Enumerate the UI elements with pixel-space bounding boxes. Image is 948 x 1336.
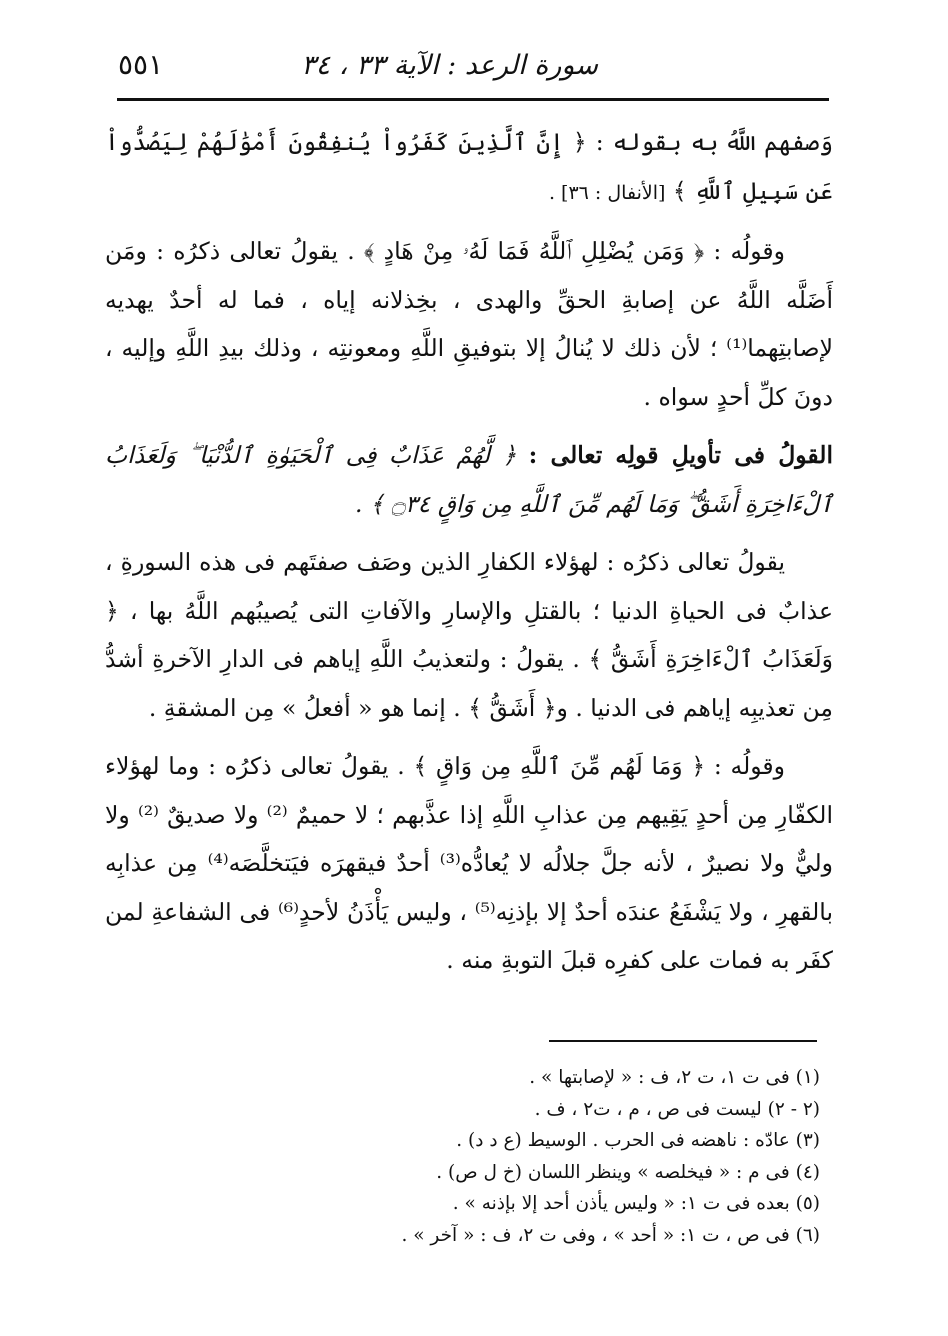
- paragraph-4: [105, 538, 833, 732]
- running-title: سورة الرعد : الآية ٣٣ ، ٣٤: [301, 50, 598, 81]
- footnote-2: (٢ - ٢) ليست فى ص ، م ، ت٢ ، ف .: [534, 1098, 820, 1120]
- footnote-rule: [549, 1040, 817, 1042]
- footnote-1: (١) فى ت ١، ت ٢، ف : « لإصابتها » .: [529, 1067, 820, 1088]
- quran-verse: ﴿ لَّهُمْ عَذَابٌ فِى ٱلْحَيَوٰةِ ٱلدُّنْيَا ۖ وَلَعَذَابُ ٱلْءَاخِرَةِ أَشَقُّ ۖ وَمَا لَهُم مِّنَ ٱللَّهِ مِن وَاقٍ ۝٣٤ ﴾ .: [105, 441, 833, 518]
- paragraph-1: [105, 118, 833, 217]
- footnote-3: (٣) عادّه : ناهضه فى الحرب . الوسيط (ع د د) .: [456, 1130, 820, 1151]
- page-header: [118, 40, 828, 90]
- header-rule: [117, 98, 829, 101]
- footnotes: [220, 1062, 820, 1251]
- paragraph-1-text: وَصفهم اللَّهُ به بقوله : ﴿ إِنَّ ٱلَّذِينَ كَفَرُواْ يُنفِقُونَ أَمْوَٰلَهُمْ لِيَصُدُّواْ عَن سَبِيلِ ٱللَّهِ ﴾: [105, 128, 833, 205]
- paragraph-2-text: وقولُه : ﴿ وَمَن يُضْلِلِ ٱللَّهُ فَمَا لَهُۥ مِنْ هَادٍ ﴾ . يقولُ تعالى ذكرُه : ومَن أَضَلَّه اللَّهُ عن إصابةِ الحقِّ والهدى ، بخِذلانه إياه ، فما له أحدٌ يهديه لإصابتِهما⁽¹⁾ ؛ لأن ذلك لا يُنالُ إلا بتوفيقِ اللَّهِ ومعونتِه ، وذلك بيدِ اللَّهِ وإليه ، دونَ كلِّ أحدٍ سواه .: [105, 237, 833, 411]
- paragraph-4-text: يقولُ تعالى ذكرُه : لهؤلاء الكفارِ الذين وصَف صفتَهم فى هذه السورةِ ، عذابٌ فى الحياةِ الدنيا ؛ بالقتلِ والإسارِ والآفاتِ التى يُصيبُهم اللَّهُ بها ، ﴿ وَلَعَذَابُ ٱلْءَاخِرَةِ أَشَقُّ ﴾ . يقولُ : ولتعذيبُ اللَّهِ إياهم فى الدارِ الآخرةِ أشدُّ مِن تعذيبِه إياهم فى الدنيا . و﴿ أَشَقُّ ﴾ . إنما هو « أفعلُ » مِن المشقةِ .: [105, 548, 833, 722]
- main-text: [105, 118, 833, 985]
- paragraph-5-text: وقولُه : ﴿ وَمَا لَهُم مِّنَ ٱللَّهِ مِن وَاقٍ ﴾ . يقولُ تعالى ذكرُه : وما لهؤلاء الكفّارِ مِن أحدٍ يَقِيهم مِن عذابِ اللَّهِ إذا عذَّبهم ؛ لا حميمٌ ⁽²⁾ ولا صديقٌ ⁽²⁾ ولا وليٌّ ولا نصيرٌ ، لأنه جلَّ جلالُه لا يُعادُّه⁽³⁾ أحدٌ فيقهرَه فيَتخلَّصَه⁽⁴⁾ مِن عذابِه بالقهرِ ، ولا يَشْفَعُ عندَه أحدٌ إلا بإذنِه⁽⁵⁾ ، وليس يَأْذَنُ لأحدٍ⁽⁶⁾ فى الشفاعةِ لمن كفَر به فمات على كفرِه قبلَ التوبةِ منه .: [105, 752, 833, 974]
- verse-reference: [الأنفال : ٣٦] .: [548, 181, 666, 204]
- footnote-5: (٥) بعده فى ت ١: « وليس يأذن أحد إلا بإذنه » .: [452, 1193, 820, 1214]
- footnote-4: (٤) فى م : « فيخلصه » وينظر اللسان (خ ل ص) .: [436, 1161, 820, 1183]
- paragraph-3-verse-heading: [105, 431, 833, 528]
- section-heading: القولُ فى تأويلِ قولِه تعالى :: [528, 441, 833, 469]
- page-number: ٥٥١: [118, 48, 164, 81]
- paragraph-2: [105, 227, 833, 421]
- paragraph-5: [105, 742, 833, 985]
- footnote-6: (٦) فى ص ، ت ١: « أحد » ، وفى ت ٢، ف : « آخر » .: [401, 1224, 820, 1246]
